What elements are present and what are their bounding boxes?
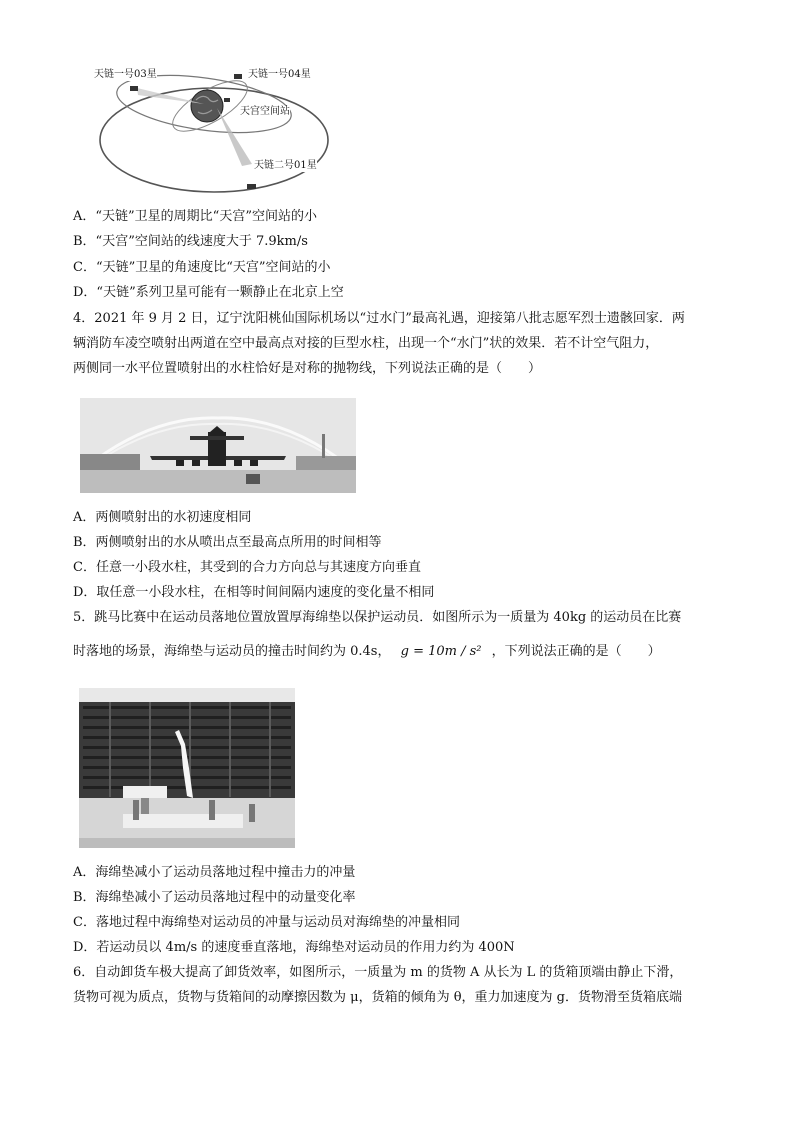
q3-option-c: C．“天链”卫星的角速度比“天宫”空间站的小 — [73, 260, 331, 275]
satellite-01-icon — [247, 184, 256, 189]
q3-option-b: B．“天宫”空间站的线速度大于 7.9km/s — [73, 234, 308, 249]
orbit-diagram — [92, 62, 332, 200]
q5-stem-line-1: 5．跳马比赛中在运动员落地位置放置厚海绵垫以保护运动员．如图所示为一质量为 40kg 的运动员在比赛 — [73, 610, 682, 625]
label-station: 天宫空间站 — [240, 106, 290, 117]
vault-table — [123, 786, 167, 798]
q3-option-d: D．“天链”系列卫星可能有一颗静止在北京上空 — [73, 285, 344, 300]
q4-stem-line-3: 两侧同一水平位置喷射出的水柱恰好是对称的抛物线，下列说法正确的是（ ） — [73, 361, 542, 376]
gravity-formula: g = 10m / s² — [400, 644, 482, 659]
q4-stem-line-2: 辆消防车凌空喷射出两道在空中最高点对接的巨型水柱，出现一个“水门”状的效果．若不计空气阻力， — [73, 336, 659, 351]
q4-option-a: A．两侧喷射出的水初速度相同 — [73, 510, 252, 525]
q5-option-c: C．落地过程中海绵垫对运动员的冲量与运动员对海绵垫的冲量相同 — [73, 915, 460, 930]
water-salute-photo — [80, 398, 356, 493]
vehicle — [246, 474, 260, 484]
label-sat03: 天链一号03星 — [94, 69, 157, 80]
satellite-04-icon — [234, 74, 242, 79]
q6-stem-line-1: 6．自动卸货车极大提高了卸货效率，如图所示，一质量为 m 的货物 A 从长为 L 的货箱顶端由静止下滑， — [73, 965, 683, 980]
label-sat04: 天链一号04星 — [248, 69, 311, 80]
q5-stem-text-a: 时落地的场景，海绵垫与运动员的撞击时间约为 0.4s， — [73, 644, 391, 659]
q4-option-c: C．任意一小段水柱，其受到的合力方向总与其速度方向垂直 — [73, 560, 421, 575]
earth-icon — [191, 90, 223, 122]
q5-stem-text-b: ，下列说法正确的是（ ） — [491, 644, 661, 659]
q4-stem-line-1: 4．2021 年 9 月 2 日，辽宁沈阳桃仙国际机场以“过水门”最高礼遇，迎接第八批志愿军烈士遗骸回家．两 — [73, 311, 685, 326]
q5-option-b: B．海绵垫减小了运动员落地过程中的动量变化率 — [73, 890, 356, 905]
label-sat01: 天链二号01星 — [254, 160, 317, 171]
orbit-figure — [92, 62, 332, 200]
q5-stem-line-2 — [73, 643, 661, 661]
q4-option-d: D．取任意一小段水柱，在相等时间间隔内速度的变化量不相同 — [73, 585, 435, 600]
landing-mat — [123, 814, 243, 828]
q4-option-b: B．两侧喷射出的水从喷出点至最高点所用的时间相等 — [73, 535, 382, 550]
q3-option-a: A．“天链”卫星的周期比“天宫”空间站的小 — [73, 209, 317, 224]
q6-stem-line-2: 货物可视为质点，货物与货箱间的动摩擦因数为 μ，货箱的倾角为 θ，重力加速度为 g．货物滑至货箱底端 — [73, 990, 682, 1005]
space-station-icon — [224, 98, 230, 102]
q5-option-d: D．若运动员以 4m/s 的速度垂直落地，海绵垫对运动员的作用力约为 400N — [73, 940, 515, 955]
vault-landing-photo — [79, 688, 295, 848]
q5-option-a: A．海绵垫减小了运动员落地过程中撞击力的冲量 — [73, 865, 356, 880]
satellite-03-icon — [130, 86, 138, 91]
